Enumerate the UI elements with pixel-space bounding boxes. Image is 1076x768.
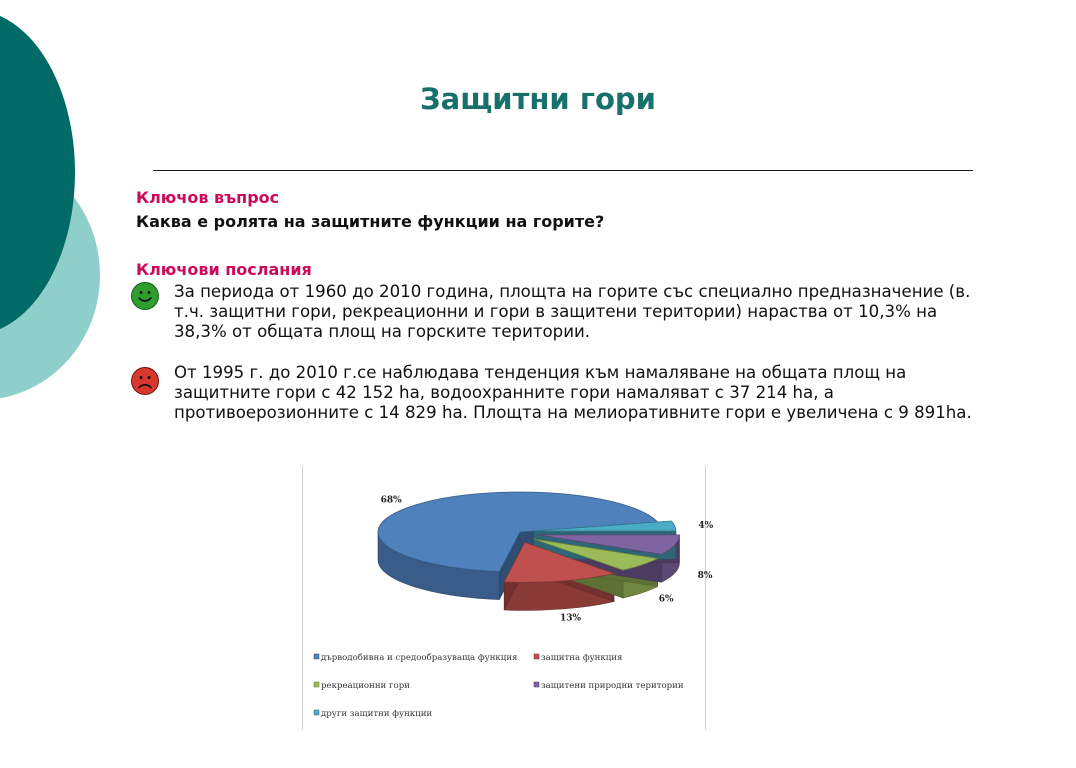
pie-label-2: 6% [658,594,674,605]
legend-label-0: дърводобивна и средообразуваща функция [321,653,518,663]
legend-label-2: рекреационни гори [321,681,410,691]
pie-label-4: 4% [698,520,714,531]
legend-swatch-1 [534,654,539,659]
pie-label-1: 13% [559,613,582,624]
key-question: Каква е ролята на защитните функции на горите? [136,212,605,231]
pie-label-0: 68% [380,495,402,506]
slide-title: Защитни гори [420,82,656,116]
message-positive: За периода от 1960 до 2010 година, площта на горите със специално предназначение (в. т.ч. защитни гори, рекреационни и гори в защитени територии) нараства от 10,3% на 38,3% от общата площ на горските територии. [174,282,971,341]
legend-label-3: защитени природни територии [541,681,684,691]
pie-chart [302,466,714,730]
pie-chart-svg [302,466,714,730]
message-negative: От 1995 г. до 2010 г.се наблюдава тенденция към намаляване на общата площ на защитните гори с 42 152 ha, водоохранните гори намаляват с 37 214 ha, а противоерозионните с 14 829 ha. Площта на мелиоративните гори е увеличена с 9 891ha. [174,363,972,422]
key-question-heading: Ключов въпрос [136,188,280,207]
pie-label-3: 8% [697,571,713,582]
legend-label-1: защитна функция [541,653,623,663]
key-messages-heading: Ключови послания [136,260,312,279]
legend-swatch-4 [314,710,319,715]
sad-face-icon [130,366,160,396]
legend-swatch-3 [534,682,539,687]
legend-swatch-2 [314,682,319,687]
legend-label-4: други защитни функции [321,709,433,719]
title-divider [153,170,973,171]
legend-swatch-0 [314,654,319,659]
smiley-face-icon [130,281,160,311]
